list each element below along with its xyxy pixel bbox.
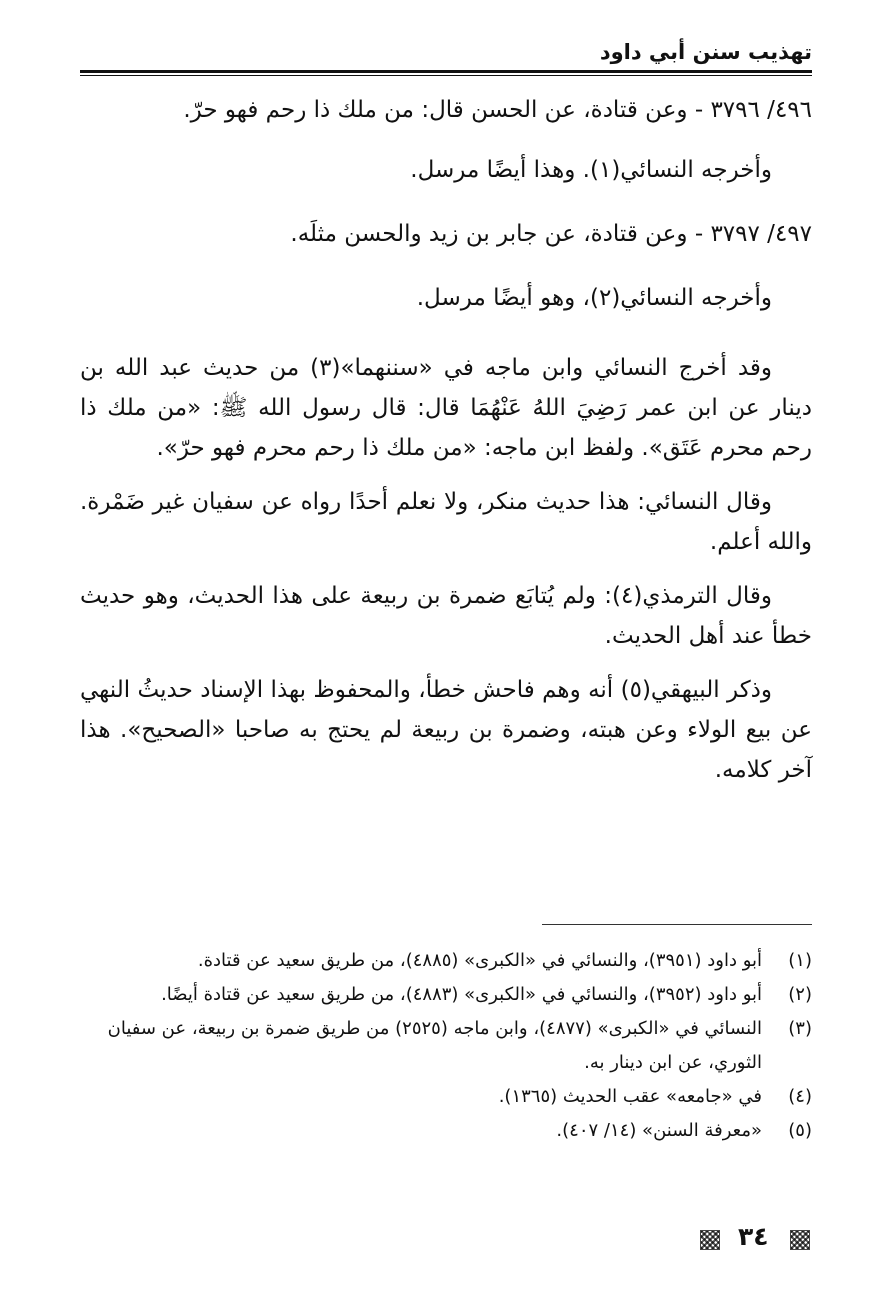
footnote-number: (٢) xyxy=(788,984,812,1005)
ornament-left-icon xyxy=(700,1230,720,1250)
main-text xyxy=(80,90,812,790)
footnote xyxy=(80,978,812,1012)
paragraph: وذكر البيهقي(٥) أنه وهم فاحش خطأ، والمحفوظ بهذا الإسناد حديثُ النهي عن بيع الولاء وعن هبته، وضمرة بن ربيعة لم يحتج به صاحبا «الصحيح». هذا آخر كلامه. xyxy=(80,677,812,783)
ornament-right-icon xyxy=(790,1230,810,1250)
footnote xyxy=(80,1080,812,1114)
paragraph: وقال الترمذي(٤): ولم يُتابَع ضمرة بن ربيعة على هذا الحديث، وهو حديث خطأ عند أهل الحديث. xyxy=(80,583,812,649)
footnote xyxy=(80,1114,812,1148)
footnote-text: في «جامعه» عقب الحديث (١٣٦٥). xyxy=(498,1086,762,1107)
footnotes xyxy=(80,944,812,1148)
footnote-number: (٣) xyxy=(788,1018,812,1039)
header-rule-thin xyxy=(80,75,812,76)
hadith-text: - وعن قتادة، عن الحسن قال: من ملك ذا رحم فهو حرّ. xyxy=(183,97,704,123)
footnote-text: النسائي في «الكبرى» (٤٨٧٧)، وابن ماجه (٢٥٢٥) من طريق ضمرة بن ربيعة، عن سفيان الثوري، عن ابن دينار به. xyxy=(107,1018,762,1073)
paragraph-text: وأخرجه النسائي(٢)، وهو أيضًا مرسل. xyxy=(416,285,772,311)
page-footer xyxy=(700,1222,810,1256)
header-title: تهذيب سنن أبي داود xyxy=(599,40,812,64)
footnote xyxy=(80,944,812,978)
page-number: ٣٤ xyxy=(738,1222,769,1251)
paragraph: وقال النسائي: هذا حديث منكر، ولا نعلم أحدًا رواه عن سفيان غير ضَمْرة. والله أعلم. xyxy=(80,489,812,555)
paragraph xyxy=(80,150,812,214)
footnote-number: (١) xyxy=(788,950,812,971)
footnote-separator xyxy=(542,924,812,925)
hadith-text: - وعن قتادة، عن جابر بن زيد والحسن مثلَه. xyxy=(290,221,704,247)
running-header xyxy=(80,40,812,70)
footnote-number: (٤) xyxy=(788,1086,812,1107)
hadith-number: ٤٩٧/ ٣٧٩٧ xyxy=(710,221,812,247)
footnote-text: «معرفة السنن» (١٤/ ٤٠٧). xyxy=(556,1120,762,1141)
footnote-text: أبو داود (٣٩٥١)، والنسائي في «الكبرى» (٤٨٨٥)، من طريق سعيد عن قتادة. xyxy=(197,950,762,971)
paragraph xyxy=(80,278,812,342)
footnote-text: أبو داود (٣٩٥٢)، والنسائي في «الكبرى» (٤٨٨٣)، من طريق سعيد عن قتادة أيضًا. xyxy=(161,984,762,1005)
footnote-number: (٥) xyxy=(788,1120,812,1141)
hadith-496 xyxy=(80,90,812,150)
hadith-number: ٤٩٦/ ٣٧٩٦ xyxy=(710,97,812,123)
hadith-497 xyxy=(80,214,812,278)
header-rule-thick xyxy=(80,70,812,73)
paragraph: وقد أخرج النسائي وابن ماجه في «سننهما»(٣) من حديث عبد الله بن دينار عن ابن عمر رَضِيَ اللهُ عَنْهُمَا قال: قال رسول الله ﷺ: «من ملك ذا رحم محرم عَتَق». ولفظ ابن ماجه: «من ملك ذا رحم محرم فهو حرّ». xyxy=(80,355,812,461)
footnote xyxy=(80,1012,812,1080)
paragraph-text: وأخرجه النسائي(١). وهذا أيضًا مرسل. xyxy=(410,157,772,183)
